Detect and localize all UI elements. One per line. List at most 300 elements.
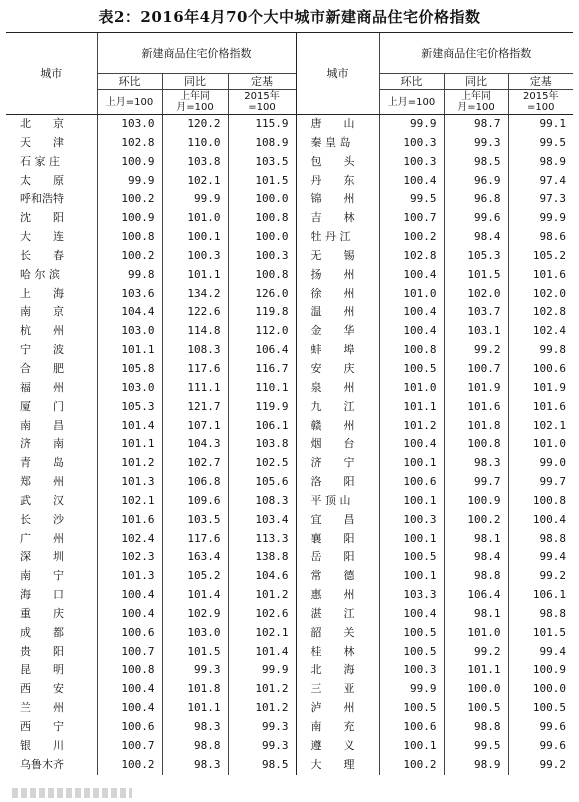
- city-name: 深 圳: [20, 550, 64, 564]
- mom-value: 101.3: [97, 473, 162, 492]
- city-name: 哈 尔 滨: [20, 267, 60, 281]
- mom-value: 100.7: [97, 737, 162, 756]
- yoy-subheader-line2: 月=100: [457, 102, 495, 113]
- mom-value: 100.9: [97, 209, 162, 228]
- city-name: 青 岛: [20, 456, 64, 470]
- base-value: 98.8: [508, 605, 573, 624]
- city-name: 牡 丹 江: [296, 228, 379, 247]
- table-row: [6, 266, 573, 285]
- mom-value: 100.5: [379, 548, 444, 567]
- base-value: 100.0: [508, 680, 573, 699]
- yoy-value: 102.0: [444, 285, 508, 304]
- table-row: [6, 511, 573, 530]
- city-name: 大 连: [20, 230, 64, 244]
- mom-value: 101.4: [97, 417, 162, 436]
- mom-value: 100.5: [379, 699, 444, 718]
- yoy-value: 100.5: [444, 699, 508, 718]
- yoy-value: 99.9: [162, 190, 228, 209]
- base-value: 103.5: [228, 153, 296, 172]
- yoy-value: 103.0: [162, 624, 228, 643]
- mom-value: 100.1: [379, 454, 444, 473]
- base-value: 99.3: [228, 737, 296, 756]
- yoy-value: 101.1: [444, 661, 508, 680]
- mom-value: 100.4: [379, 322, 444, 341]
- city-name: 郑 州: [20, 475, 64, 489]
- mom-value: 102.3: [97, 548, 162, 567]
- table-row: [6, 567, 573, 586]
- watermark: [12, 788, 132, 798]
- mom-value: 100.4: [97, 605, 162, 624]
- yoy-value: 100.2: [444, 511, 508, 530]
- base-value: 113.3: [228, 530, 296, 549]
- base-value: 110.1: [228, 379, 296, 398]
- city-name: 宜 昌: [296, 511, 379, 530]
- base-value: 101.6: [508, 398, 573, 417]
- table-row: [6, 209, 573, 228]
- yoy-value: 101.9: [444, 379, 508, 398]
- yoy-value: 105.2: [162, 567, 228, 586]
- city-name: 唐 山: [296, 115, 379, 134]
- yoy-subheader: [444, 90, 508, 115]
- city-name: 三 亚: [296, 680, 379, 699]
- yoy-value: 100.8: [444, 435, 508, 454]
- yoy-value: 99.3: [162, 661, 228, 680]
- city-name: 贵 阳: [20, 644, 64, 658]
- yoy-value: 103.1: [444, 322, 508, 341]
- yoy-value: 98.8: [444, 718, 508, 737]
- base-value: 105.6: [228, 473, 296, 492]
- city-name: 包 头: [296, 153, 379, 172]
- base-value: 101.6: [508, 266, 573, 285]
- table-row: [6, 624, 573, 643]
- table-row: [6, 435, 573, 454]
- base-value: 100.9: [508, 661, 573, 680]
- mom-value: 100.1: [379, 492, 444, 511]
- mom-value: 104.4: [97, 303, 162, 322]
- yoy-value: 101.1: [162, 266, 228, 285]
- mom-value: 99.9: [379, 680, 444, 699]
- yoy-value: 101.1: [162, 699, 228, 718]
- city-name: 杭 州: [20, 324, 64, 338]
- city-name: 扬 州: [296, 266, 379, 285]
- yoy-value: 120.2: [162, 115, 228, 134]
- mom-value: 100.8: [97, 661, 162, 680]
- base-value: 99.2: [508, 756, 573, 775]
- yoy-value: 100.7: [444, 360, 508, 379]
- yoy-value: 99.2: [444, 643, 508, 662]
- city-name: 秦 皇 岛: [296, 134, 379, 153]
- yoy-value: 121.7: [162, 398, 228, 417]
- table-row: [6, 228, 573, 247]
- yoy-value: 98.3: [162, 756, 228, 775]
- mom-value: 100.9: [97, 153, 162, 172]
- mom-value: 102.8: [379, 247, 444, 266]
- mom-value: 100.1: [379, 530, 444, 549]
- city-name: 西 安: [20, 682, 64, 696]
- city-name: 成 都: [20, 625, 64, 639]
- yoy-value: 99.7: [444, 473, 508, 492]
- table-row: [6, 360, 573, 379]
- table-row: [6, 548, 573, 567]
- base-value: 108.9: [228, 134, 296, 153]
- base-value: 99.4: [508, 548, 573, 567]
- yoy-value: 99.6: [444, 209, 508, 228]
- mom-value: 101.1: [379, 398, 444, 417]
- yoy-value: 98.4: [444, 228, 508, 247]
- mom-value: 100.7: [97, 643, 162, 662]
- base-value: 99.1: [508, 115, 573, 134]
- city-name: 赣 州: [296, 417, 379, 436]
- group-header-right: 新建商品住宅价格指数: [379, 33, 573, 74]
- city-name: 乌鲁木齐: [20, 757, 64, 771]
- base-value: 138.8: [228, 548, 296, 567]
- yoy-value: 101.6: [444, 398, 508, 417]
- base-value: 102.6: [228, 605, 296, 624]
- mom-value: 103.6: [97, 285, 162, 304]
- mom-value: 103.0: [97, 322, 162, 341]
- mom-subheader: 上月=100: [379, 90, 444, 115]
- table-row: [6, 680, 573, 699]
- base-subheader-line2: =100: [248, 102, 276, 113]
- base-value: 99.4: [508, 643, 573, 662]
- table-row: [6, 586, 573, 605]
- city-name: 长 沙: [20, 512, 64, 526]
- yoy-value: 106.8: [162, 473, 228, 492]
- yoy-value: 98.7: [444, 115, 508, 134]
- table-row: [6, 530, 573, 549]
- mom-value: 100.3: [379, 661, 444, 680]
- mom-value: 100.3: [379, 134, 444, 153]
- city-name: 西 宁: [20, 720, 64, 733]
- yoy-value: 101.5: [162, 643, 228, 662]
- yoy-value: 101.8: [162, 680, 228, 699]
- yoy-value: 122.6: [162, 303, 228, 322]
- city-name: 丹 东: [296, 172, 379, 191]
- base-value: 98.5: [228, 756, 296, 775]
- mom-value: 100.5: [379, 360, 444, 379]
- city-name: 无 锡: [296, 247, 379, 266]
- mom-value: 100.2: [379, 228, 444, 247]
- mom-value: 100.4: [97, 699, 162, 718]
- table-row: [6, 379, 573, 398]
- base-value: 102.5: [228, 454, 296, 473]
- base-value: 100.8: [508, 492, 573, 511]
- table-row: [6, 153, 573, 172]
- mom-value: 100.8: [97, 228, 162, 247]
- city-name: 济 宁: [296, 454, 379, 473]
- table-row: [6, 134, 573, 153]
- base-value: 100.4: [508, 511, 573, 530]
- yoy-value: 99.3: [444, 134, 508, 153]
- yoy-value: 96.8: [444, 190, 508, 209]
- yoy-value: 99.2: [444, 341, 508, 360]
- base-value: 99.6: [508, 737, 573, 756]
- yoy-value: 98.5: [444, 153, 508, 172]
- city-name: 岳 阳: [296, 548, 379, 567]
- city-name: 安 庆: [296, 360, 379, 379]
- city-name: 广 州: [20, 531, 64, 545]
- mom-value: 105.8: [97, 360, 162, 379]
- city-name: 襄 阳: [296, 530, 379, 549]
- yoy-value: 100.0: [444, 680, 508, 699]
- table-row: [6, 115, 573, 134]
- mom-value: 100.2: [97, 190, 162, 209]
- yoy-header: 同比: [162, 74, 228, 90]
- table-row: [6, 398, 573, 417]
- city-name: 厦 门: [20, 399, 64, 413]
- yoy-header: 同比: [444, 74, 508, 90]
- mom-value: 99.9: [97, 172, 162, 191]
- mom-value: 101.2: [379, 417, 444, 436]
- mom-value: 102.1: [97, 492, 162, 511]
- base-value: 112.0: [228, 322, 296, 341]
- yoy-value: 96.9: [444, 172, 508, 191]
- table-row: [6, 417, 573, 436]
- mom-value: 99.5: [379, 190, 444, 209]
- yoy-value: 100.1: [162, 228, 228, 247]
- base-value: 104.6: [228, 567, 296, 586]
- table-row: [6, 643, 573, 662]
- yoy-value: 114.8: [162, 322, 228, 341]
- city-name: 徐 州: [296, 285, 379, 304]
- base-value: 126.0: [228, 285, 296, 304]
- mom-value: 100.5: [379, 643, 444, 662]
- city-name: 宁 波: [20, 343, 64, 357]
- base-value: 103.4: [228, 511, 296, 530]
- yoy-subheader-line1: 上年同: [180, 91, 210, 102]
- mom-value: 100.5: [379, 624, 444, 643]
- yoy-value: 110.0: [162, 134, 228, 153]
- city-header-right: 城市: [296, 33, 379, 115]
- yoy-value: 100.9: [444, 492, 508, 511]
- table-row: [6, 190, 573, 209]
- city-name: 济 南: [20, 437, 64, 451]
- base-value: 101.2: [228, 586, 296, 605]
- city-name: 泸 州: [296, 699, 379, 718]
- mom-value: 99.8: [97, 266, 162, 285]
- city-name: 洛 阳: [296, 473, 379, 492]
- city-name: 福 州: [20, 380, 64, 394]
- table-row: [6, 172, 573, 191]
- base-value: 100.0: [228, 228, 296, 247]
- yoy-value: 109.6: [162, 492, 228, 511]
- base-value: 115.9: [228, 115, 296, 134]
- base-value: 101.0: [508, 435, 573, 454]
- base-subheader-line1: 2015年: [244, 91, 280, 102]
- mom-header: 环比: [379, 74, 444, 90]
- yoy-value: 117.6: [162, 360, 228, 379]
- city-name: 大 理: [296, 756, 379, 775]
- yoy-value: 98.3: [162, 718, 228, 737]
- yoy-value: 134.2: [162, 285, 228, 304]
- base-value: 97.4: [508, 172, 573, 191]
- city-name: 海 口: [20, 588, 64, 602]
- base-value: 99.7: [508, 473, 573, 492]
- base-value: 119.8: [228, 303, 296, 322]
- city-name: 湛 江: [296, 605, 379, 624]
- city-name: 重 庆: [20, 606, 64, 620]
- mom-value: 100.6: [97, 718, 162, 737]
- city-name: 锦 州: [296, 190, 379, 209]
- mom-value: 100.3: [379, 511, 444, 530]
- base-value: 99.6: [508, 718, 573, 737]
- mom-value: 101.2: [97, 454, 162, 473]
- city-name: 遵 义: [296, 737, 379, 756]
- yoy-value: 105.3: [444, 247, 508, 266]
- yoy-value: 98.8: [162, 737, 228, 756]
- yoy-value: 98.4: [444, 548, 508, 567]
- base-value: 106.4: [228, 341, 296, 360]
- yoy-value: 106.4: [444, 586, 508, 605]
- city-name: 银 川: [20, 738, 64, 752]
- base-value: 99.9: [508, 209, 573, 228]
- group-header-left: 新建商品住宅价格指数: [97, 33, 296, 74]
- base-value: 100.3: [228, 247, 296, 266]
- city-name: 兰 州: [20, 701, 64, 715]
- mom-value: 101.0: [379, 379, 444, 398]
- base-header: 定基: [508, 74, 573, 90]
- yoy-value: 117.6: [162, 530, 228, 549]
- table-row: [6, 322, 573, 341]
- mom-value: 100.2: [97, 756, 162, 775]
- mom-value: 100.4: [97, 586, 162, 605]
- yoy-value: 111.1: [162, 379, 228, 398]
- mom-header: 环比: [97, 74, 162, 90]
- base-value: 101.9: [508, 379, 573, 398]
- city-name: 金 华: [296, 322, 379, 341]
- city-name: 天 津: [20, 135, 64, 149]
- city-name: 常 德: [296, 567, 379, 586]
- base-value: 98.6: [508, 228, 573, 247]
- yoy-value: 103.8: [162, 153, 228, 172]
- yoy-value: 163.4: [162, 548, 228, 567]
- city-name: 石 家 庄: [20, 154, 60, 168]
- yoy-value: 101.0: [162, 209, 228, 228]
- base-value: 116.7: [228, 360, 296, 379]
- base-value: 102.4: [508, 322, 573, 341]
- base-value: 101.4: [228, 643, 296, 662]
- mom-value: 101.6: [97, 511, 162, 530]
- yoy-value: 102.1: [162, 172, 228, 191]
- table-row: [6, 718, 573, 737]
- yoy-value: 102.9: [162, 605, 228, 624]
- yoy-value: 98.3: [444, 454, 508, 473]
- yoy-value: 98.9: [444, 756, 508, 775]
- yoy-value: 98.1: [444, 605, 508, 624]
- city-name: 长 春: [20, 248, 64, 262]
- table-row: [6, 247, 573, 266]
- yoy-value: 101.5: [444, 266, 508, 285]
- mom-value: 101.1: [97, 435, 162, 454]
- city-name: 呼和浩特: [20, 192, 64, 206]
- mom-value: 100.4: [379, 266, 444, 285]
- table-row: [6, 605, 573, 624]
- base-value: 101.5: [228, 172, 296, 191]
- price-index-table: [6, 32, 573, 775]
- mom-value: 105.3: [97, 398, 162, 417]
- yoy-value: 98.1: [444, 530, 508, 549]
- base-value: 99.0: [508, 454, 573, 473]
- mom-value: 100.7: [379, 209, 444, 228]
- yoy-value: 101.4: [162, 586, 228, 605]
- yoy-value: 98.8: [444, 567, 508, 586]
- city-name: 北 京: [20, 117, 64, 130]
- base-value: 97.3: [508, 190, 573, 209]
- mom-value: 103.0: [97, 379, 162, 398]
- yoy-value: 103.5: [162, 511, 228, 530]
- city-name: 南 宁: [20, 569, 64, 583]
- mom-value: 103.0: [97, 115, 162, 134]
- table-body: [6, 115, 573, 775]
- city-name: 平 顶 山: [296, 492, 379, 511]
- city-name: 温 州: [296, 303, 379, 322]
- base-value: 101.2: [228, 680, 296, 699]
- table-row: [6, 756, 573, 775]
- base-value: 100.6: [508, 360, 573, 379]
- yoy-subheader: [162, 90, 228, 115]
- base-value: 106.1: [508, 586, 573, 605]
- base-subheader-line1: 2015年: [523, 91, 559, 102]
- base-value: 99.3: [228, 718, 296, 737]
- mom-value: 100.6: [379, 718, 444, 737]
- base-value: 99.9: [228, 661, 296, 680]
- base-value: 101.2: [228, 699, 296, 718]
- base-value: 99.2: [508, 567, 573, 586]
- city-name: 太 原: [20, 173, 64, 187]
- yoy-value: 108.3: [162, 341, 228, 360]
- base-value: 102.1: [508, 417, 573, 436]
- mom-value: 100.3: [379, 153, 444, 172]
- base-value: 119.9: [228, 398, 296, 417]
- base-value: 99.5: [508, 134, 573, 153]
- city-name: 上 海: [20, 286, 64, 300]
- mom-value: 100.4: [379, 435, 444, 454]
- mom-subheader: 上月=100: [97, 90, 162, 115]
- mom-value: 102.8: [97, 134, 162, 153]
- table-row: [6, 661, 573, 680]
- base-value: 102.1: [228, 624, 296, 643]
- yoy-value: 102.7: [162, 454, 228, 473]
- yoy-value: 101.8: [444, 417, 508, 436]
- city-name: 惠 州: [296, 586, 379, 605]
- mom-value: 100.6: [97, 624, 162, 643]
- mom-value: 100.6: [379, 473, 444, 492]
- base-value: 105.2: [508, 247, 573, 266]
- city-name: 泉 州: [296, 379, 379, 398]
- base-value: 100.8: [228, 266, 296, 285]
- mom-value: 100.1: [379, 567, 444, 586]
- mom-value: 100.8: [379, 341, 444, 360]
- city-name: 韶 关: [296, 624, 379, 643]
- mom-value: 100.2: [379, 756, 444, 775]
- base-value: 108.3: [228, 492, 296, 511]
- yoy-value: 104.3: [162, 435, 228, 454]
- city-name: 桂 林: [296, 643, 379, 662]
- table-row: [6, 454, 573, 473]
- mom-value: 100.4: [97, 680, 162, 699]
- base-value: 102.0: [508, 285, 573, 304]
- mom-value: 101.0: [379, 285, 444, 304]
- base-value: 98.9: [508, 153, 573, 172]
- base-value: 98.8: [508, 530, 573, 549]
- city-name: 蚌 埠: [296, 341, 379, 360]
- table-row: [6, 492, 573, 511]
- city-name: 九 江: [296, 398, 379, 417]
- mom-value: 101.3: [97, 567, 162, 586]
- yoy-subheader-line2: 月=100: [176, 102, 214, 113]
- base-value: 100.0: [228, 190, 296, 209]
- base-value: 100.5: [508, 699, 573, 718]
